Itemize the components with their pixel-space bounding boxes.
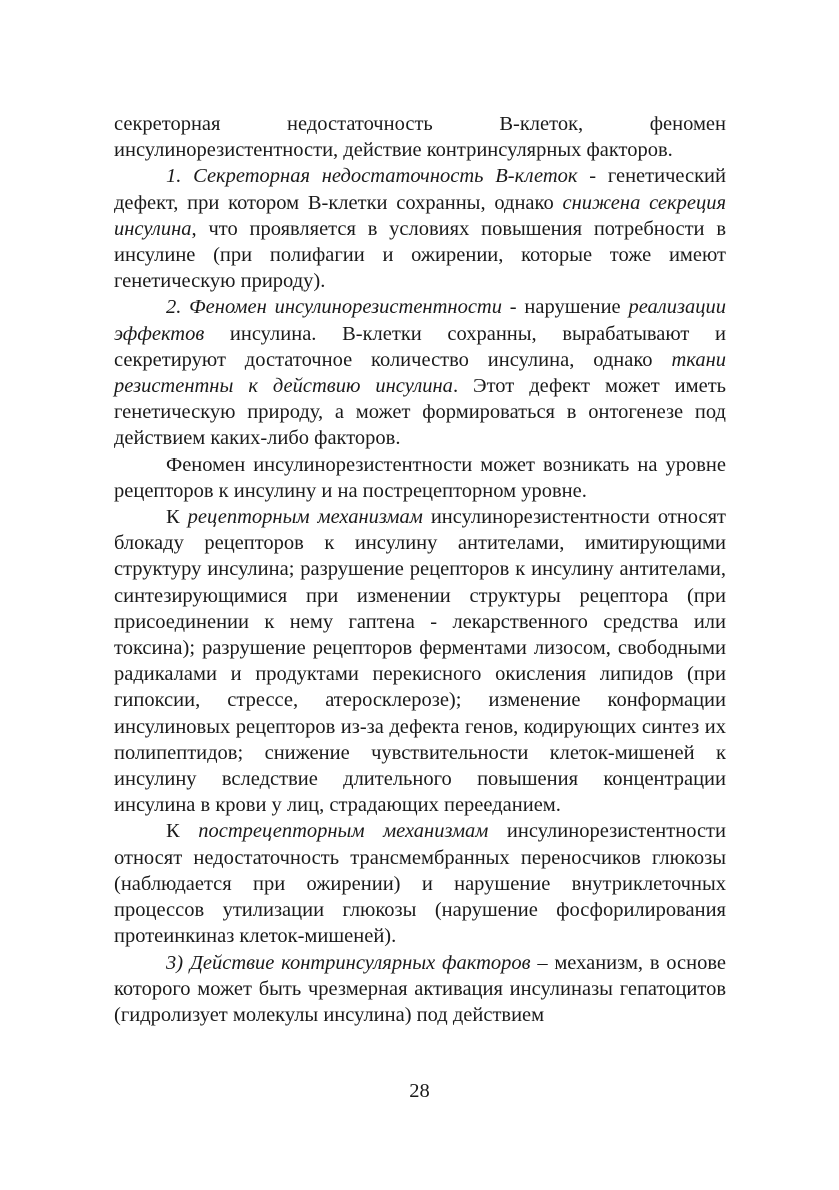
text-run: инсулинорезистентности относят блокаду рецепторов к инсулину антителами, имитирующими структуру инсулина; разрушение рецепторов к инсулину антителами, синтезирующимися при изменении структуры рецептора (при присоединении к нему гаптена - лекарственного средства или токсина); разрушение рецепторов ферментами лизосом, свободными радикалами и продуктами перекисного окисления липидов (при гипоксии, стрессе, атеросклерозе); изменение конформации инсулиновых рецепторов из-за дефекта генов, кодирующих синтез их полипептидов; снижение чувствительности клеток-мишеней к инсулину вследствие длительного повышения концентрации инсулина в крови у лиц, страдающих перееданием. [114, 506, 726, 817]
italic-run: 1. Секреторная недостаточность В-клеток [166, 165, 578, 188]
text-run: . Этот дефект может иметь генетическую природу, а может формироваться в онтогенезе под действием каких-либо факторов. [114, 375, 727, 450]
paragraph [114, 111, 726, 163]
paragraph [114, 504, 726, 818]
text-run: инсулинорезистентности относят недостаточность трансмембранных переносчиков глюкозы (наблюдается при ожирении) и нарушение внутриклеточных процессов утилизации глюкозы (нарушение фосфорилирования протеинкиназ клеток-мишеней). [114, 820, 726, 948]
paragraph [114, 452, 726, 504]
paragraph [114, 950, 726, 1029]
text-run: инсулина. В-клетки сохранны, вырабатывают и секретируют достаточное количество инсулина, однако [114, 322, 726, 371]
italic-run: рецепторным механизмам [187, 506, 423, 529]
paragraph [114, 294, 726, 451]
text-run: К [166, 506, 188, 529]
italic-run: ткани резистентны к действию инсулина [114, 348, 726, 398]
text-run: - генетический дефект, при котором В-клетки сохранны, однако [114, 165, 727, 214]
paragraph [114, 818, 726, 949]
italic-run: реализации эффектов [114, 296, 726, 345]
text-run: – механизм, в основе которого может быть чрезмерная активация инсулиназы гепатоцитов (гидролизует молекулы инсулина) под действием [114, 951, 726, 1026]
italic-run: 2. Феномен инсулинорезистентности [166, 296, 502, 319]
text-run: К [166, 820, 199, 843]
page-body [114, 111, 726, 1028]
text-run: Феномен инсулинорезистентности может возникать на уровне рецепторов к инсулину и на пострецепторном уровне. [114, 453, 726, 502]
text-run: , что проявляется в условиях повышения потребности в инсулине (при полифагии и ожирении, которые тоже имеют генетическую природу). [114, 217, 726, 293]
page-number: 28 [409, 1080, 430, 1102]
paragraph [114, 163, 726, 294]
italic-run: 3) Действие контринсулярных факторов [166, 951, 531, 974]
italic-run: снижена секреция инсулина [114, 191, 726, 240]
text-run: - нарушение [501, 296, 629, 319]
text-run: секреторная недостаточность В-клеток, феномен инсулинорезистентности, действие контринсулярных факторов. [114, 113, 726, 162]
italic-run: пострецепторным механизмам [198, 820, 489, 843]
